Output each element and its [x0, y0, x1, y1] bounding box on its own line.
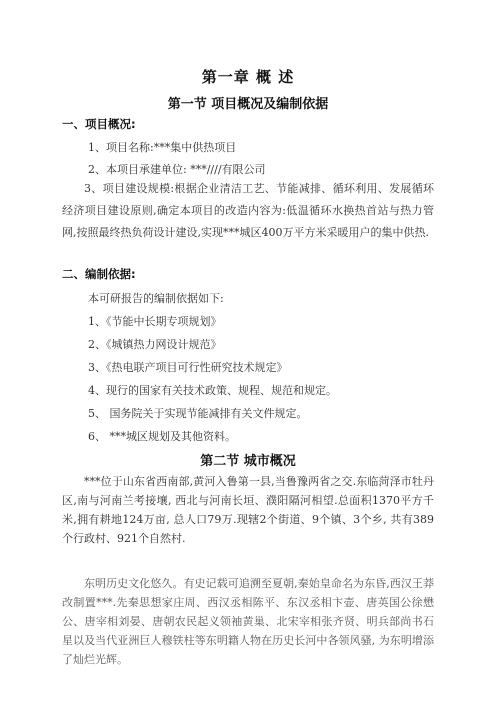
- list-item: 2、本项目承建单位: ***////有限公司: [88, 163, 266, 176]
- list-item: 6、 ***城区规划及其他资料。: [88, 430, 236, 443]
- paragraph-city-overview: ***位于山东省西南部,黄河入鲁第一县,当鲁豫两省之交.东临菏泽市牡丹区,南与河南兰考接壤, 西北与河南长垣、濮阳隔河相望.总面积1370平方千米,拥有耕地124万亩, 总人口79万.现辖2个街道、9个镇、3个乡, 共有389个行政村、921个自然村.: [62, 475, 434, 545]
- list-item: 3、《热电联产项目可行性研究技术规定》: [88, 361, 288, 374]
- list-item: 1、项目名称:***集中供热项目: [88, 141, 237, 154]
- basis-heading: 二、编制依据:: [62, 267, 136, 281]
- paragraph-city-history: 东明历史文化悠久。有史记载可追溯至夏朝,秦始皇命名为东昏,西汉王莽改制置***.先秦思想家庄周、西汉丞相陈平、东汉丞相卞壶、唐英国公徐懋公、唐宰相刘晏、唐朝农民起义领袖黄巢、北宋宰相张齐贤、明兵部尚书石星以及当代亚洲巨人穆铁柱等东明籍人物在历史长河中各领风骚, 为东明增添了灿烂光辉。: [62, 577, 434, 666]
- chapter-title: 第一章 概 述: [201, 68, 295, 86]
- list-item: 5、 国务院关于实现节能减排有关文件规定。: [88, 407, 308, 420]
- section-title-city: 第二节 城市概况: [200, 454, 296, 469]
- section-title-overview: 第一节 项目概况及编制依据: [167, 97, 329, 112]
- basis-intro: 本可研报告的编制依据如下:: [88, 292, 224, 305]
- overview-heading: 一、项目概况:: [62, 117, 136, 131]
- list-item: 4、现行的国家有关技术政策、规程、规范和规定。: [88, 384, 337, 397]
- list-item: 2、《城镇热力网设计规范》: [88, 338, 222, 351]
- paragraph-construction-scale: 3、项目建设规模:根据企业清洁工艺、节能减排、循环利用、发展循环经济项目建设原则,确定本项目的改造内容为:低温循环水换热首站与热力管网,按照最终热负荷设计建设,实现***城区400万平方米采暖用户的集中供热.: [62, 182, 434, 239]
- list-item: 1、《节能中长期专项规划》: [88, 315, 222, 328]
